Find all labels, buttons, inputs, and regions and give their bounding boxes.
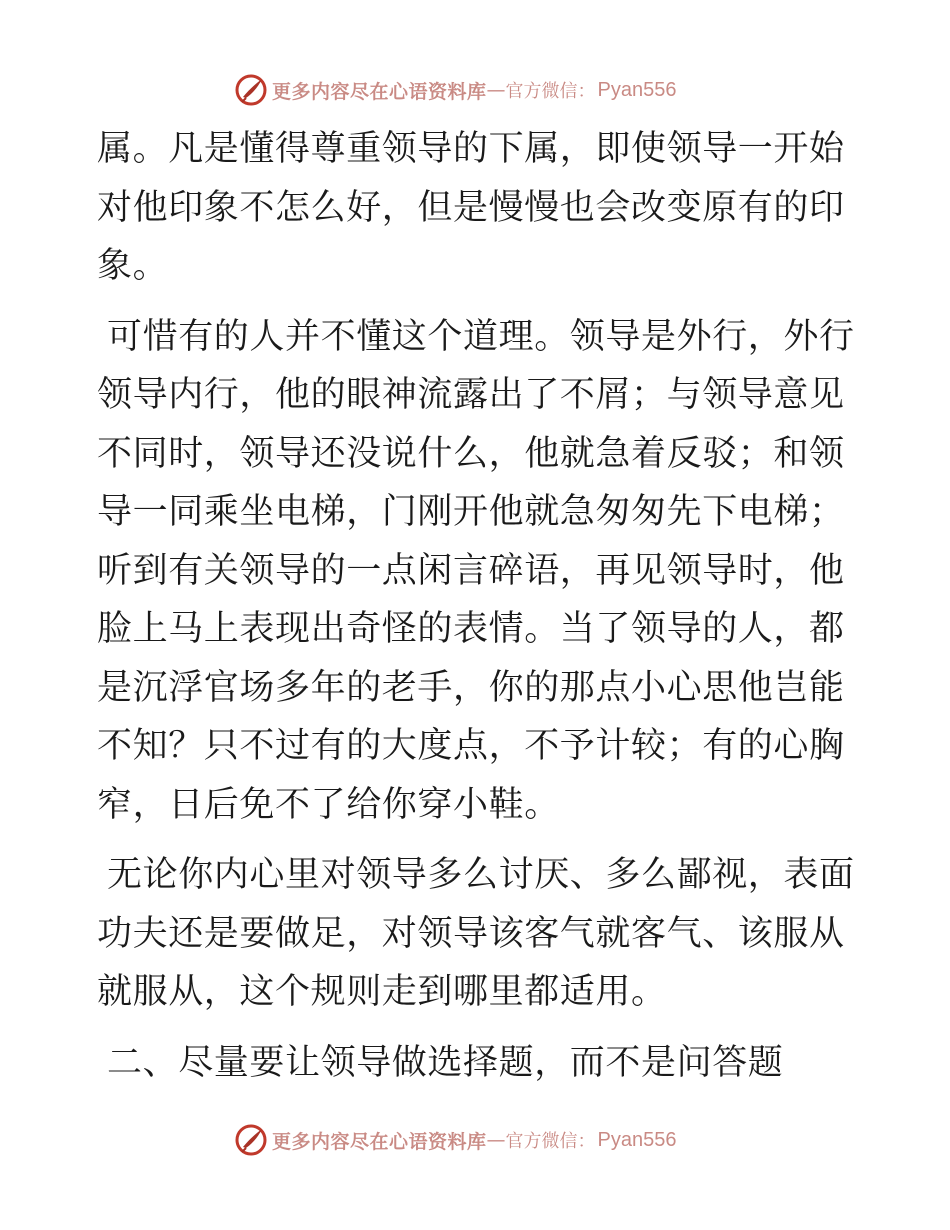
section-heading: 二、尽量要让领导做选择题，而不是问答题 bbox=[107, 1042, 784, 1083]
paragraph: 属。凡是懂得尊重领导的下属，即使领导一开始对他印象不怎么好，但是慢慢也会改变原有的印象。 bbox=[97, 129, 845, 286]
document-body bbox=[97, 120, 857, 1092]
header-dash: — bbox=[486, 79, 506, 101]
header-brand: 更多内容尽在心语资料库 bbox=[272, 80, 487, 103]
footer-label: 官方微信： bbox=[505, 1131, 596, 1152]
footer-banner bbox=[234, 1120, 676, 1160]
footer-wechat-id: Pyan556 bbox=[597, 1128, 677, 1151]
footer-brand: 更多内容尽在心语资料库 bbox=[272, 1130, 487, 1153]
header-label: 官方微信： bbox=[505, 81, 596, 102]
feather-seal-icon bbox=[234, 73, 268, 107]
paragraph: 无论你内心里对领导多么讨厌、多么鄙视，表面功夫还是要做足，对领导该客气就客气、该服从就服从，这个规则走到哪里都适用。 bbox=[97, 855, 855, 1012]
footer-dash: — bbox=[486, 1129, 506, 1151]
paragraph: 可惜有的人并不懂这个道理。领导是外行，外行领导内行，他的眼神流露出了不屑；与领导意见不同时，领导还没说什么，他就急着反驳；和领导一同乘坐电梯，门刚开他就急匆匆先下电梯；听到有关领导的一点闲言碎语，再见领导时，他脸上马上表现出奇怪的表情。当了领导的人，都是沉浮官场多年的老手，你的那点小心思他岂能不知？只不过有的大度点，不予计较；有的心胸窄，日后免不了给你穿小鞋。 bbox=[97, 316, 855, 825]
feather-seal-icon bbox=[234, 1123, 268, 1157]
header-wechat-id: Pyan556 bbox=[597, 78, 677, 101]
header-banner bbox=[234, 70, 676, 110]
